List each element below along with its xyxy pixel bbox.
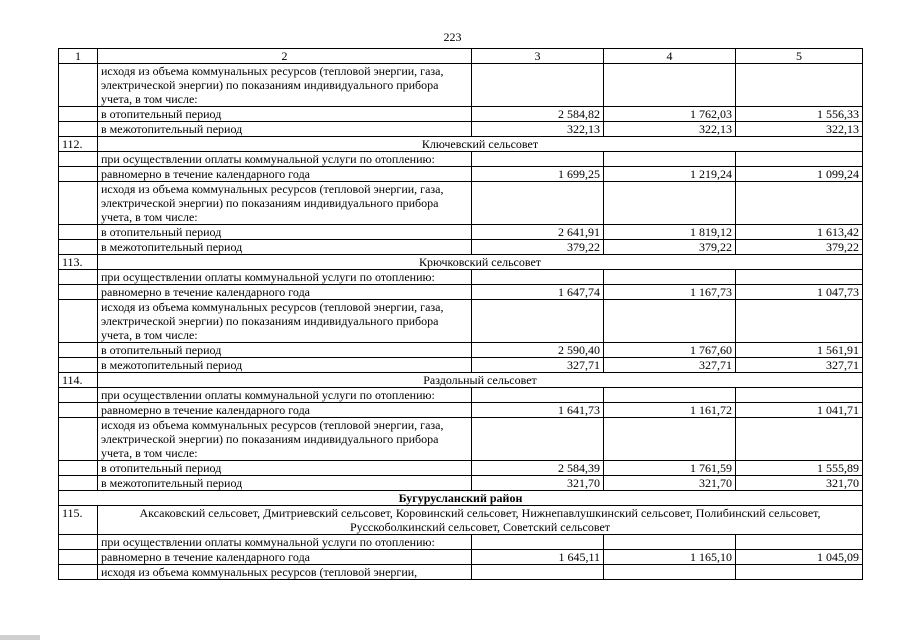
table-row bbox=[59, 550, 863, 565]
value-col-3: 2 641,91 bbox=[472, 225, 604, 240]
section-row bbox=[59, 373, 863, 388]
value-col-5: 321,70 bbox=[736, 476, 863, 491]
row-label: равномерно в течение календарного года bbox=[98, 285, 472, 300]
section-title: Ключевский сельсовет bbox=[98, 137, 863, 152]
value-col-3 bbox=[472, 300, 604, 343]
row-label: в отопительный период bbox=[98, 107, 472, 122]
row-number bbox=[59, 300, 98, 343]
value-col-5: 1 041,71 bbox=[736, 403, 863, 418]
table-row bbox=[59, 225, 863, 240]
row-number: 115. bbox=[59, 506, 98, 535]
row-label: в межотопительный период bbox=[98, 358, 472, 373]
value-col-3 bbox=[472, 152, 604, 167]
value-col-5: 1 047,73 bbox=[736, 285, 863, 300]
table-row bbox=[59, 565, 863, 580]
table-row bbox=[59, 167, 863, 182]
row-number bbox=[59, 358, 98, 373]
value-col-5 bbox=[736, 388, 863, 403]
value-col-3: 1 641,73 bbox=[472, 403, 604, 418]
table-row bbox=[59, 240, 863, 255]
value-col-4: 327,71 bbox=[604, 358, 736, 373]
value-col-4: 1 165,10 bbox=[604, 550, 736, 565]
value-col-4: 379,22 bbox=[604, 240, 736, 255]
row-number bbox=[59, 343, 98, 358]
row-number bbox=[59, 403, 98, 418]
table-row bbox=[59, 476, 863, 491]
value-col-4: 1 762,03 bbox=[604, 107, 736, 122]
section-row bbox=[59, 137, 863, 152]
row-label: исходя из объема коммунальных ресурсов (тепловой энергии, газа, электрической энергии) по показаниям индивидуального прибора учета, в том числе: bbox=[98, 300, 472, 343]
row-number bbox=[59, 565, 98, 580]
row-label: при осуществлении оплаты коммунальной услуги по отоплению: bbox=[98, 152, 472, 167]
row-number bbox=[59, 550, 98, 565]
value-col-5 bbox=[736, 300, 863, 343]
scan-edge-mark bbox=[0, 635, 40, 640]
row-label: исходя из объема коммунальных ресурсов (тепловой энергии, газа, электрической энергии) по показаниям индивидуального прибора учета, в том числе: bbox=[98, 418, 472, 461]
table-row bbox=[59, 535, 863, 550]
value-col-4: 1 219,24 bbox=[604, 167, 736, 182]
value-col-3: 2 590,40 bbox=[472, 343, 604, 358]
row-label: при осуществлении оплаты коммунальной услуги по отоплению: bbox=[98, 388, 472, 403]
row-number bbox=[59, 418, 98, 461]
row-label: в отопительный период bbox=[98, 225, 472, 240]
value-col-4: 1 161,72 bbox=[604, 403, 736, 418]
row-number bbox=[59, 388, 98, 403]
value-col-4: 321,70 bbox=[604, 476, 736, 491]
row-number bbox=[59, 122, 98, 137]
table-row bbox=[59, 64, 863, 107]
value-col-4 bbox=[604, 565, 736, 580]
value-col-5 bbox=[736, 418, 863, 461]
value-col-5: 1 099,24 bbox=[736, 167, 863, 182]
row-label: при осуществлении оплаты коммунальной услуги по отоплению: bbox=[98, 270, 472, 285]
value-col-4 bbox=[604, 64, 736, 107]
value-col-3: 321,70 bbox=[472, 476, 604, 491]
value-col-3: 322,13 bbox=[472, 122, 604, 137]
section-title: Аксаковский сельсовет, Дмитриевский сельсовет, Коровинский сельсовет, Нижнепавлушкинский сельсовет, Полибинский сельсовет, Русскоболкинский сельсовет, Советский сельсовет bbox=[98, 506, 863, 535]
table-row bbox=[59, 388, 863, 403]
section-row bbox=[59, 506, 863, 535]
value-col-3 bbox=[472, 565, 604, 580]
value-col-3: 2 584,39 bbox=[472, 461, 604, 476]
table-row bbox=[59, 358, 863, 373]
value-col-3: 327,71 bbox=[472, 358, 604, 373]
value-col-5: 1 613,42 bbox=[736, 225, 863, 240]
header-cell: 2 bbox=[98, 49, 472, 64]
row-label: исходя из объема коммунальных ресурсов (тепловой энергии, газа, электрической энергии) по показаниям индивидуального прибора учета, в том числе: bbox=[98, 64, 472, 107]
value-col-3 bbox=[472, 64, 604, 107]
value-col-4: 1 819,12 bbox=[604, 225, 736, 240]
value-col-5: 1 561,91 bbox=[736, 343, 863, 358]
header-row bbox=[59, 49, 863, 64]
value-col-4 bbox=[604, 300, 736, 343]
section-title: Раздольный сельсовет bbox=[98, 373, 863, 388]
value-col-4: 1 767,60 bbox=[604, 343, 736, 358]
value-col-3 bbox=[472, 535, 604, 550]
table-row bbox=[59, 152, 863, 167]
row-label: равномерно в течение календарного года bbox=[98, 550, 472, 565]
value-col-3: 2 584,82 bbox=[472, 107, 604, 122]
value-col-5: 322,13 bbox=[736, 122, 863, 137]
value-col-5: 379,22 bbox=[736, 240, 863, 255]
header-cell: 4 bbox=[604, 49, 736, 64]
value-col-4 bbox=[604, 388, 736, 403]
value-col-4 bbox=[604, 418, 736, 461]
value-col-5 bbox=[736, 64, 863, 107]
value-col-5 bbox=[736, 535, 863, 550]
value-col-4: 1 761,59 bbox=[604, 461, 736, 476]
value-col-5 bbox=[736, 270, 863, 285]
row-number: 112. bbox=[59, 137, 98, 152]
table-row bbox=[59, 403, 863, 418]
page-number: 223 bbox=[443, 30, 462, 44]
value-col-5 bbox=[736, 182, 863, 225]
value-col-5: 1 045,09 bbox=[736, 550, 863, 565]
value-col-5: 1 555,89 bbox=[736, 461, 863, 476]
value-col-5 bbox=[736, 565, 863, 580]
row-label: равномерно в течение календарного года bbox=[98, 167, 472, 182]
header-cell: 3 bbox=[472, 49, 604, 64]
row-number bbox=[59, 461, 98, 476]
row-number bbox=[59, 64, 98, 107]
row-number bbox=[59, 240, 98, 255]
table-row bbox=[59, 343, 863, 358]
value-col-3 bbox=[472, 388, 604, 403]
value-col-4 bbox=[604, 535, 736, 550]
value-col-4: 322,13 bbox=[604, 122, 736, 137]
table-row bbox=[59, 182, 863, 225]
table-row bbox=[59, 270, 863, 285]
value-col-4 bbox=[604, 270, 736, 285]
header-cell: 5 bbox=[736, 49, 863, 64]
row-number: 114. bbox=[59, 373, 98, 388]
row-number bbox=[59, 182, 98, 225]
tariff-table bbox=[58, 48, 863, 580]
table-row bbox=[59, 122, 863, 137]
row-number bbox=[59, 476, 98, 491]
value-col-5: 1 556,33 bbox=[736, 107, 863, 122]
row-label: в отопительный период bbox=[98, 461, 472, 476]
table-row bbox=[59, 107, 863, 122]
section-row bbox=[59, 255, 863, 270]
value-col-3: 379,22 bbox=[472, 240, 604, 255]
district-title: Бугурусланский район bbox=[59, 491, 863, 506]
row-label: в межотопительный период bbox=[98, 240, 472, 255]
row-label: исходя из объема коммунальных ресурсов (тепловой энергии, газа, электрической энергии) по показаниям индивидуального прибора учета, в том числе: bbox=[98, 182, 472, 225]
row-number bbox=[59, 270, 98, 285]
row-label: при осуществлении оплаты коммунальной услуги по отоплению: bbox=[98, 535, 472, 550]
table-row bbox=[59, 285, 863, 300]
value-col-4 bbox=[604, 182, 736, 225]
row-label: в межотопительный период bbox=[98, 476, 472, 491]
value-col-3: 1 699,25 bbox=[472, 167, 604, 182]
table-row bbox=[59, 300, 863, 343]
value-col-3 bbox=[472, 182, 604, 225]
row-number: 113. bbox=[59, 255, 98, 270]
table-row bbox=[59, 418, 863, 461]
value-col-4: 1 167,73 bbox=[604, 285, 736, 300]
row-number bbox=[59, 285, 98, 300]
section-title: Крючковский сельсовет bbox=[98, 255, 863, 270]
value-col-4 bbox=[604, 152, 736, 167]
value-col-3 bbox=[472, 418, 604, 461]
row-number bbox=[59, 225, 98, 240]
header-cell: 1 bbox=[59, 49, 98, 64]
row-number bbox=[59, 167, 98, 182]
row-label: исходя из объема коммунальных ресурсов (тепловой энергии, bbox=[98, 565, 472, 580]
row-number bbox=[59, 152, 98, 167]
row-number bbox=[59, 107, 98, 122]
table-row bbox=[59, 461, 863, 476]
value-col-5: 327,71 bbox=[736, 358, 863, 373]
row-label: равномерно в течение календарного года bbox=[98, 403, 472, 418]
value-col-3 bbox=[472, 270, 604, 285]
value-col-3: 1 647,74 bbox=[472, 285, 604, 300]
value-col-5 bbox=[736, 152, 863, 167]
row-label: в межотопительный период bbox=[98, 122, 472, 137]
row-label: в отопительный период bbox=[98, 343, 472, 358]
row-number bbox=[59, 535, 98, 550]
value-col-3: 1 645,11 bbox=[472, 550, 604, 565]
district-row bbox=[59, 491, 863, 506]
